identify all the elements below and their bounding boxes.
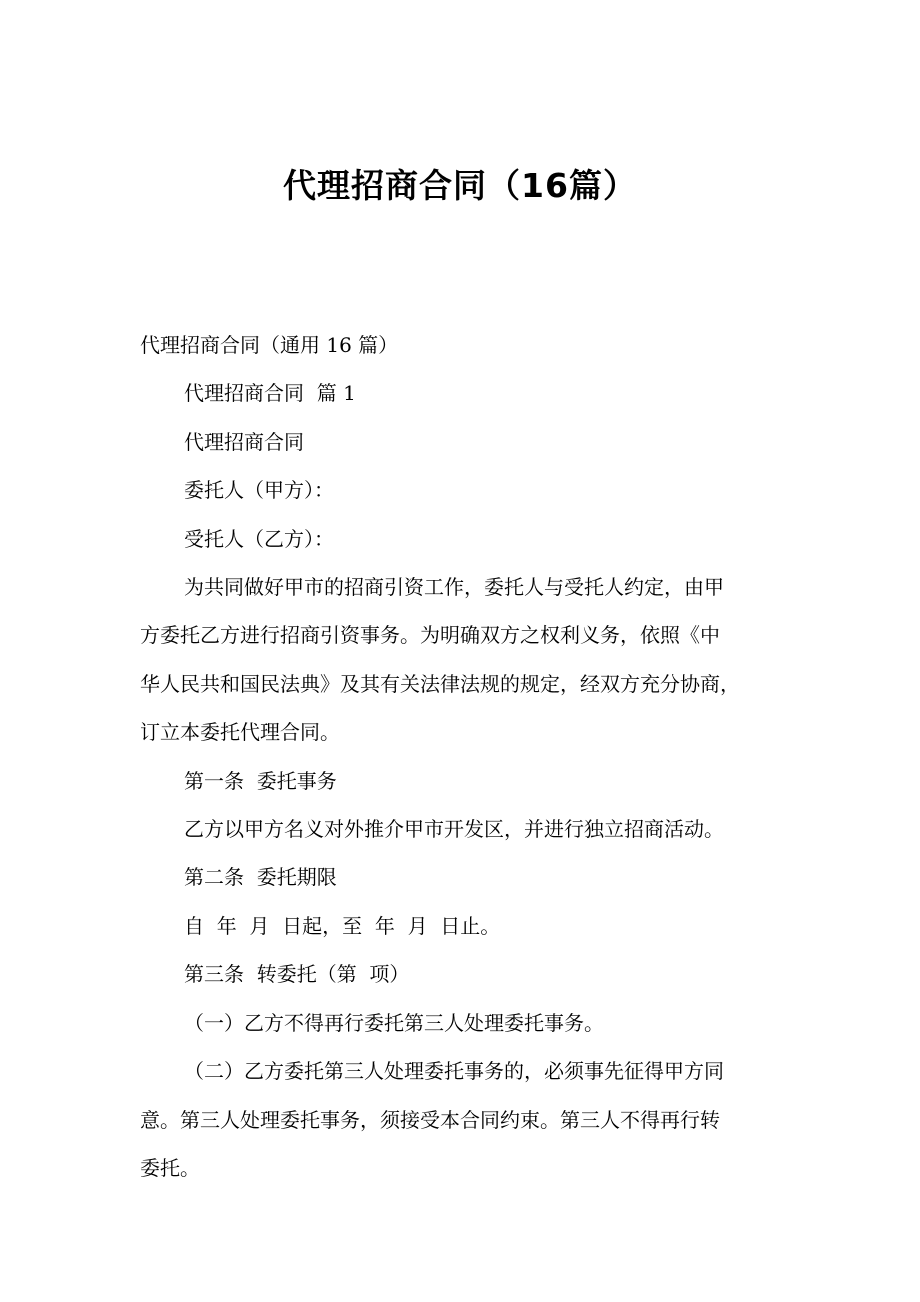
party-a-line: 委托人（甲方）： — [184, 478, 334, 503]
subtitle-line: 代理招商合同（通用 16 篇） — [140, 333, 399, 357]
article-2-heading: 第二条 委托期限 — [184, 865, 337, 890]
article-3-item-2-line-3: 委托。 — [140, 1155, 200, 1180]
article-1-heading: 第一条 委托事务 — [184, 768, 337, 793]
preamble-line-1: 为共同做好甲市的招商引资工作，委托人与受托人约定，由甲 — [184, 575, 724, 600]
article-2-text: 自 年 月 日起，至 年 月 日止。 — [184, 913, 501, 938]
preamble-line-4: 订立本委托代理合同。 — [140, 720, 340, 745]
article-3-item-2-line-2: 意。第三人处理委托事务，须接受本合同约束。第三人不得再行转 — [140, 1107, 720, 1132]
preamble-line-3: 华人民共和国民法典》及其有关法律法规的规定，经双方充分协商， — [140, 671, 740, 696]
document-body — [140, 321, 800, 1192]
article-3-item-1: （一）乙方不得再行委托第三人处理委托事务。 — [184, 1010, 604, 1035]
section-heading: 代理招商合同 篇 1 — [184, 381, 356, 406]
party-b-line: 受托人（乙方）： — [184, 526, 334, 551]
document-title: 代理招商合同（16篇） — [283, 166, 637, 205]
preamble-line-2: 方委托乙方进行招商引资事务。为明确双方之权利义务，依照《中 — [140, 623, 720, 648]
article-3-item-2-line-1: （二）乙方委托第三人处理委托事务的，必须事先征得甲方同 — [184, 1059, 724, 1084]
article-1-text: 乙方以甲方名义对外推介甲市开发区，并进行独立招商活动。 — [184, 817, 724, 842]
contract-heading: 代理招商合同 — [184, 429, 304, 454]
article-3-heading: 第三条 转委托（第 项） — [184, 962, 410, 987]
